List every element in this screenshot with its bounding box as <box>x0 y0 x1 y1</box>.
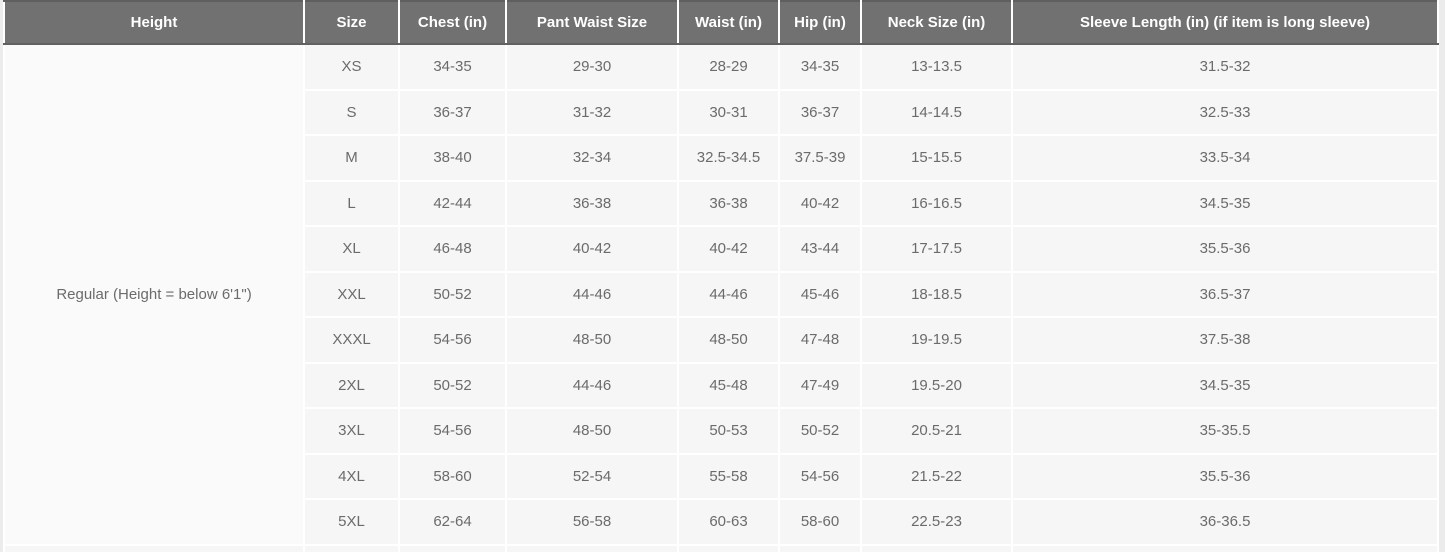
cell-hip: 36-37 <box>779 90 861 136</box>
header-row <box>4 1 1438 44</box>
cell-neck <box>861 545 1012 552</box>
cell-hip <box>779 545 861 552</box>
cell-pant-waist: 44-46 <box>506 363 678 409</box>
cell-sleeve: 35.5-36 <box>1012 454 1438 500</box>
cell-sleeve: 35-35.5 <box>1012 408 1438 454</box>
cell-size: L <box>304 181 399 227</box>
cell-pant-waist: 32-34 <box>506 135 678 181</box>
column-header-height: Height <box>4 1 304 44</box>
cell-chest <box>399 545 506 552</box>
column-header-waist: Waist (in) <box>678 1 779 44</box>
size-chart-table <box>3 0 1439 552</box>
cell-neck: 13-13.5 <box>861 44 1012 90</box>
cell-neck: 15-15.5 <box>861 135 1012 181</box>
cell-sleeve: 33.5-34 <box>1012 135 1438 181</box>
cell-size <box>304 545 399 552</box>
cell-pant-waist <box>506 545 678 552</box>
cell-neck: 19-19.5 <box>861 317 1012 363</box>
cell-waist: 60-63 <box>678 499 779 545</box>
cell-size: XXL <box>304 272 399 318</box>
cell-neck: 14-14.5 <box>861 90 1012 136</box>
cell-chest: 54-56 <box>399 317 506 363</box>
table-body <box>4 44 1438 552</box>
column-header-neck: Neck Size (in) <box>861 1 1012 44</box>
cell-pant-waist: 44-46 <box>506 272 678 318</box>
cell-sleeve: 35.5-36 <box>1012 226 1438 272</box>
cell-sleeve: 34.5-35 <box>1012 363 1438 409</box>
cell-hip: 43-44 <box>779 226 861 272</box>
cell-hip: 45-46 <box>779 272 861 318</box>
cell-chest: 46-48 <box>399 226 506 272</box>
cell-waist: 44-46 <box>678 272 779 318</box>
cell-chest: 34-35 <box>399 44 506 90</box>
cell-pant-waist: 36-38 <box>506 181 678 227</box>
cell-size: 2XL <box>304 363 399 409</box>
cell-pant-waist: 48-50 <box>506 317 678 363</box>
cell-chest: 62-64 <box>399 499 506 545</box>
cell-waist: 50-53 <box>678 408 779 454</box>
cell-sleeve: 37.5-38 <box>1012 317 1438 363</box>
cell-neck: 16-16.5 <box>861 181 1012 227</box>
cell-neck: 19.5-20 <box>861 363 1012 409</box>
cell-neck: 17-17.5 <box>861 226 1012 272</box>
cell-size: XL <box>304 226 399 272</box>
column-header-pant-waist: Pant Waist Size <box>506 1 678 44</box>
cell-hip: 58-60 <box>779 499 861 545</box>
cell-hip: 54-56 <box>779 454 861 500</box>
cell-waist: 36-38 <box>678 181 779 227</box>
cell-waist: 28-29 <box>678 44 779 90</box>
cell-sleeve: 34.5-35 <box>1012 181 1438 227</box>
cell-hip: 47-48 <box>779 317 861 363</box>
cell-pant-waist: 29-30 <box>506 44 678 90</box>
cell-pant-waist: 31-32 <box>506 90 678 136</box>
cell-pant-waist: 48-50 <box>506 408 678 454</box>
cell-neck: 21.5-22 <box>861 454 1012 500</box>
height-group-cell <box>4 545 304 552</box>
cell-waist: 40-42 <box>678 226 779 272</box>
cell-size: 5XL <box>304 499 399 545</box>
cell-neck: 18-18.5 <box>861 272 1012 318</box>
cell-pant-waist: 40-42 <box>506 226 678 272</box>
height-group-cell: Regular (Height = below 6'1") <box>4 44 304 545</box>
cell-hip: 34-35 <box>779 44 861 90</box>
cell-hip: 40-42 <box>779 181 861 227</box>
cell-size: S <box>304 90 399 136</box>
table-row-partial <box>4 545 1438 552</box>
table-row <box>4 44 1438 90</box>
cell-chest: 58-60 <box>399 454 506 500</box>
column-header-hip: Hip (in) <box>779 1 861 44</box>
cell-waist: 32.5-34.5 <box>678 135 779 181</box>
cell-sleeve: 36-36.5 <box>1012 499 1438 545</box>
cell-waist: 48-50 <box>678 317 779 363</box>
cell-size: XS <box>304 44 399 90</box>
cell-size: M <box>304 135 399 181</box>
cell-sleeve: 32.5-33 <box>1012 90 1438 136</box>
cell-chest: 42-44 <box>399 181 506 227</box>
cell-neck: 20.5-21 <box>861 408 1012 454</box>
cell-waist <box>678 545 779 552</box>
cell-size: XXXL <box>304 317 399 363</box>
cell-hip: 37.5-39 <box>779 135 861 181</box>
cell-size: 3XL <box>304 408 399 454</box>
cell-chest: 36-37 <box>399 90 506 136</box>
cell-waist: 55-58 <box>678 454 779 500</box>
cell-hip: 47-49 <box>779 363 861 409</box>
cell-sleeve: 36.5-37 <box>1012 272 1438 318</box>
cell-chest: 38-40 <box>399 135 506 181</box>
column-header-chest: Chest (in) <box>399 1 506 44</box>
cell-waist: 45-48 <box>678 363 779 409</box>
cell-pant-waist: 56-58 <box>506 499 678 545</box>
cell-sleeve: 31.5-32 <box>1012 44 1438 90</box>
cell-chest: 54-56 <box>399 408 506 454</box>
cell-chest: 50-52 <box>399 363 506 409</box>
cell-chest: 50-52 <box>399 272 506 318</box>
column-header-size: Size <box>304 1 399 44</box>
cell-sleeve <box>1012 545 1438 552</box>
column-header-sleeve: Sleeve Length (in) (if item is long sleeve) <box>1012 1 1438 44</box>
cell-hip: 50-52 <box>779 408 861 454</box>
table-header <box>4 1 1438 44</box>
cell-size: 4XL <box>304 454 399 500</box>
cell-pant-waist: 52-54 <box>506 454 678 500</box>
cell-waist: 30-31 <box>678 90 779 136</box>
cell-neck: 22.5-23 <box>861 499 1012 545</box>
